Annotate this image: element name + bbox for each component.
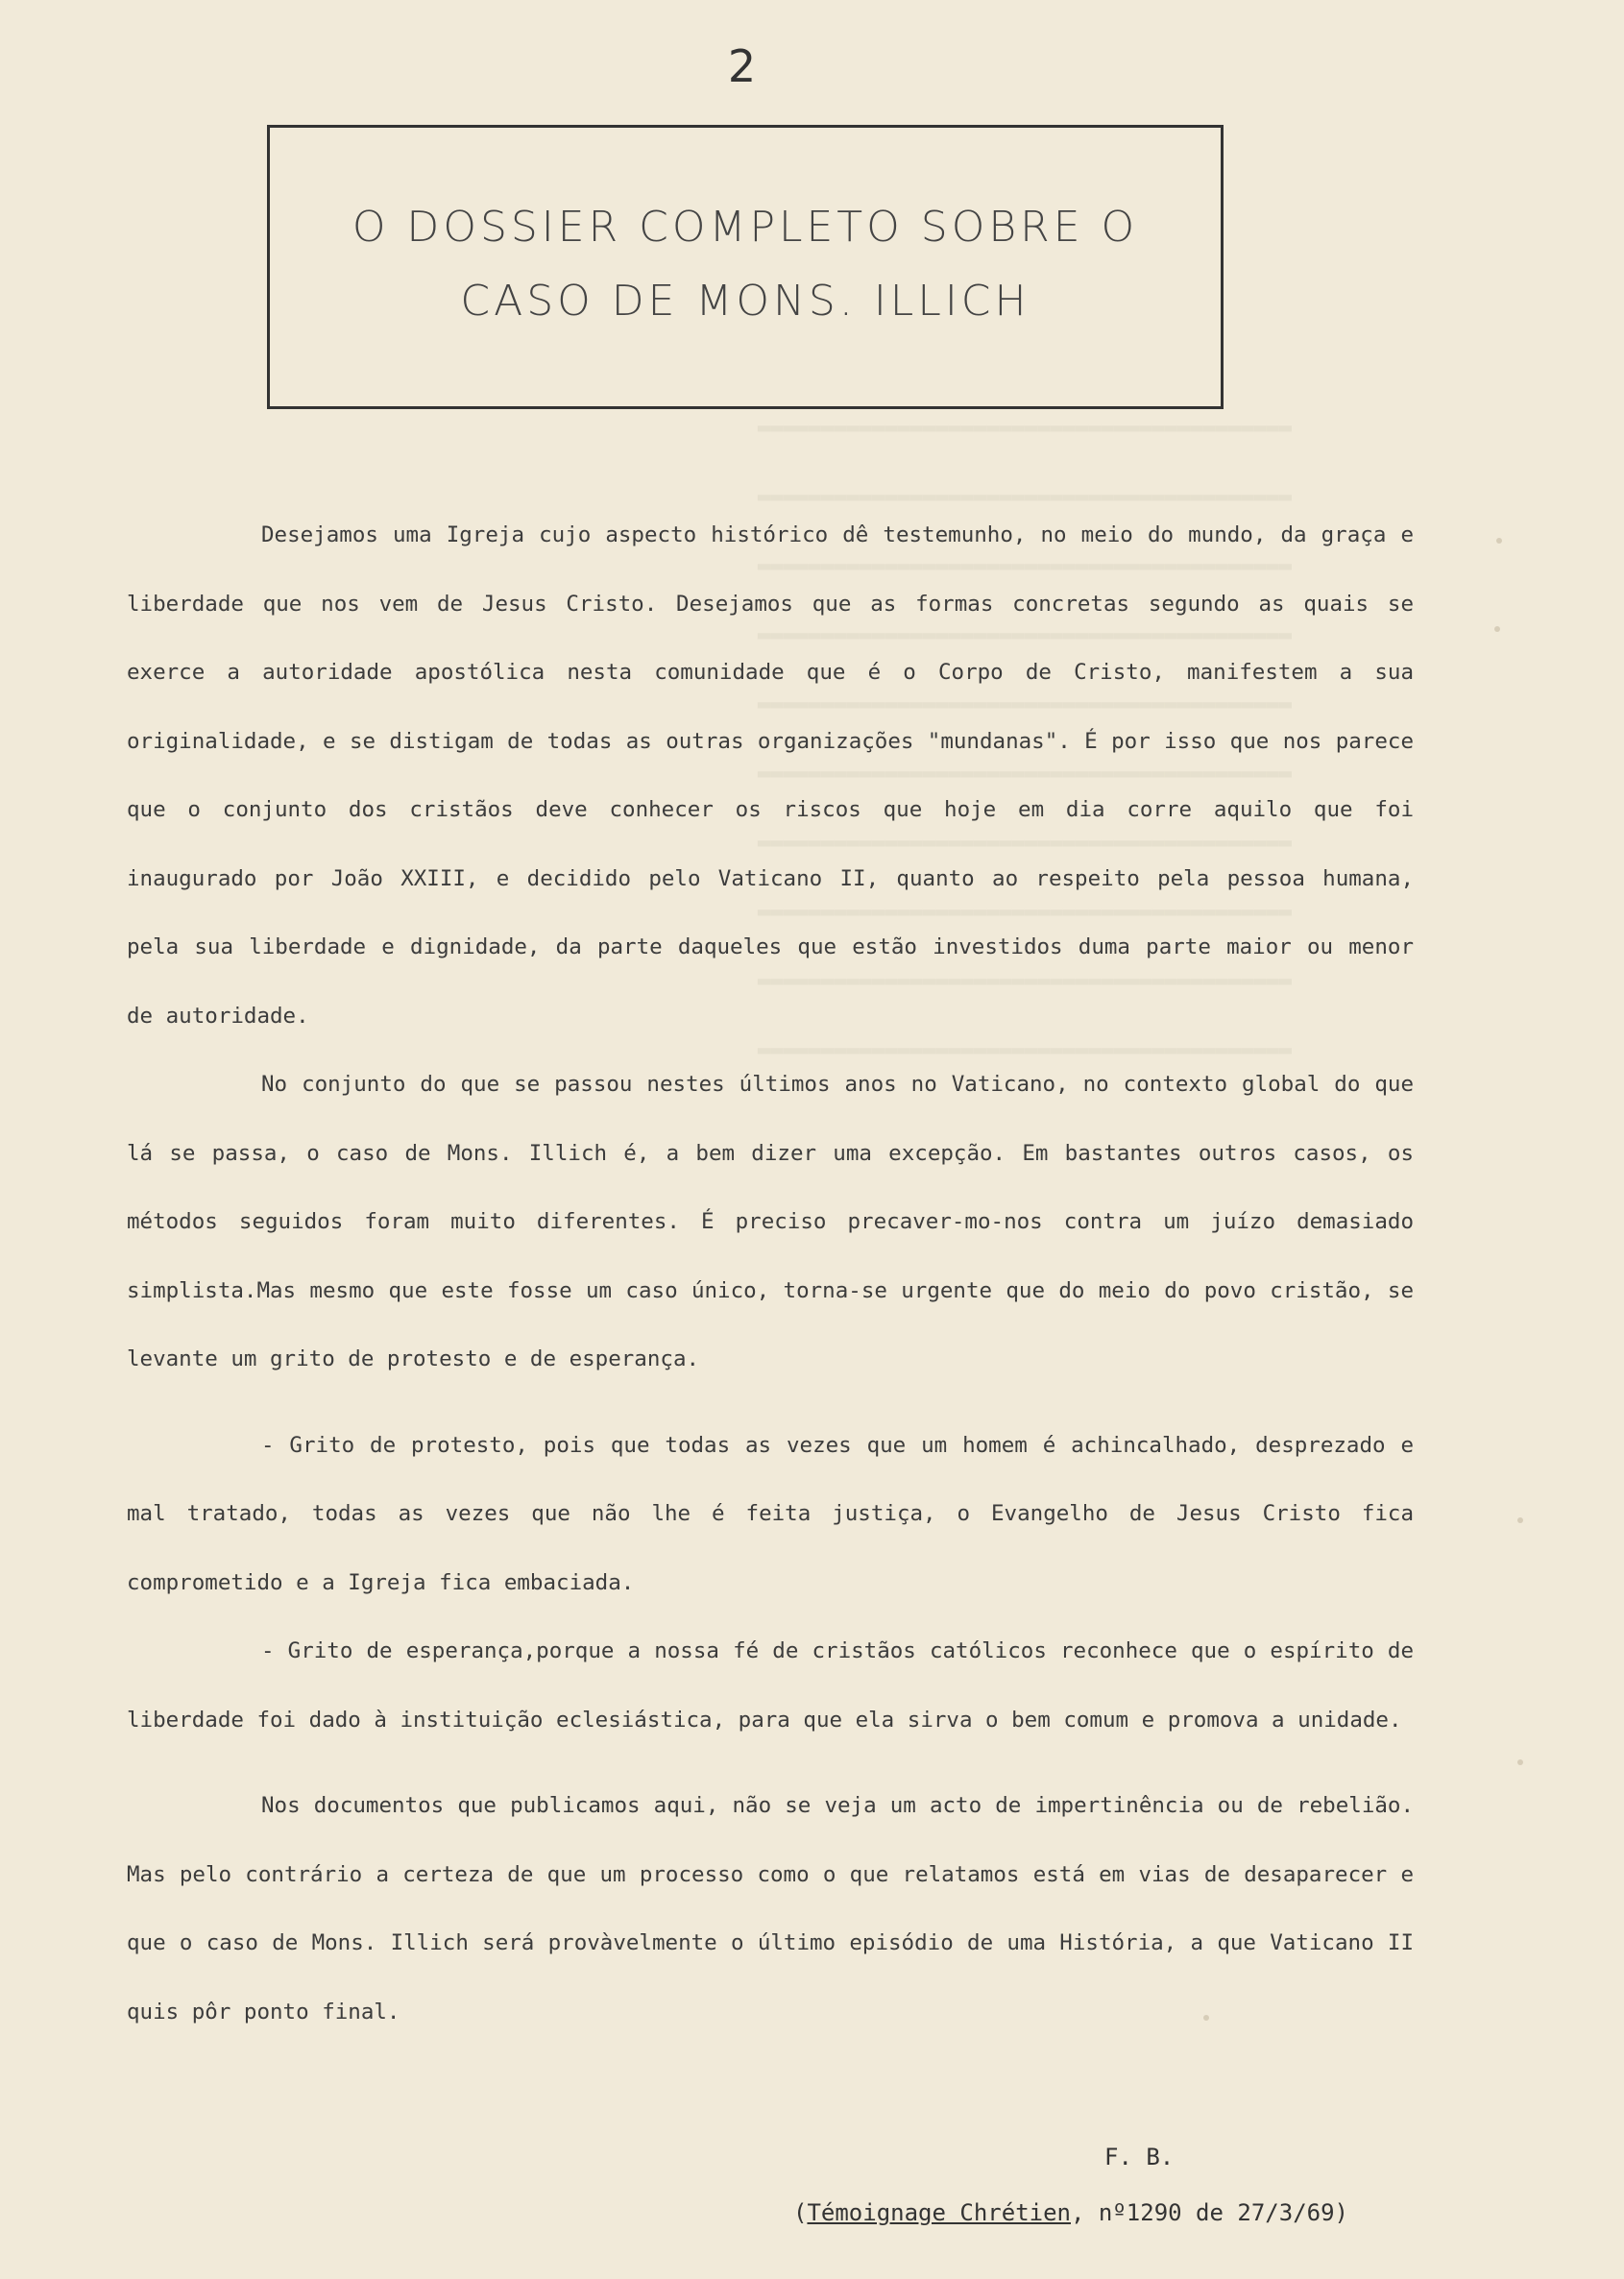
signature: F. B. xyxy=(1104,2144,1175,2170)
paper-speck xyxy=(1517,1517,1523,1523)
body-text xyxy=(127,501,1414,2047)
title-box xyxy=(267,125,1224,409)
source-open: ( xyxy=(793,2199,808,2226)
source-details: , nº1290 de 27/3/69) xyxy=(1071,2199,1348,2226)
paragraph-context: No conjunto do que se passou nestes últimos anos no Vaticano, no contexto global do que lá se passa, o caso de Mons. Illich é, a bem dizer uma excepção. Em bastantes outros casos, os métodos seguidos foram muito diferentes. É preciso precaver-mo-nos contra um juízo demasiado simplista.Mas mesmo que este fosse um caso único, torna-se urgente que do meio do povo cristão, se levante um grito de protesto e de esperança. xyxy=(127,1072,1414,1371)
title-line-2: CASO DE MONS. ILLICH xyxy=(460,277,1030,326)
paragraph-protest: - Grito de protesto, pois que todas as vezes que um homem é achincalhado, desprezado e mal tratado, todas as vezes que não lhe é feita justiça, o Evangelho de Jesus Cristo fica comprometido e a Igreja fica embaciada. xyxy=(127,1432,1414,1595)
paragraph-conclusion: Nos documentos que publicamos aqui, não se veja um acto de impertinência ou de rebelião. Mas pelo contrário a certeza de que um processo como o que relatamos está em vias de desaparecer e que o caso de Mons. Illich será provàvelmente o último episódio de uma História, a que Vaticano II quis pôr ponto final. xyxy=(127,1793,1414,2024)
paragraph-intro: Desejamos uma Igreja cujo aspecto histórico dê testemunho, no meio do mundo, da graça e liberdade que nos vem de Jesus Cristo. Desejamos que as formas concretas segundo as quais se exerce a autoridade apostólica nesta comunidade que é o Corpo de Cristo, manifestem a sua originalidade, e se distigam de todas as outras organizações "mundanas". É por isso que nos parece que o conjunto dos cristãos deve conhecer os riscos que hoje em dia corre aquilo que foi inaugurado por João XXIII, e decidido pelo Vaticano II, quanto ao respeito pela pessoa humana, pela sua liberdade e dignidade, da parte daqueles que estão investidos duma parte maior ou menor de autoridade. xyxy=(127,522,1414,1029)
show-through-texture: ▬▬▬▬▬▬▬▬▬▬▬▬▬▬▬▬▬▬▬▬▬▬▬▬▬▬▬▬▬▬▬▬▬▬▬▬▬▬▬▬▬▬ ▬▬▬▬▬▬▬▬▬▬▬▬▬▬▬▬▬▬▬▬▬▬▬▬▬▬▬▬▬▬▬▬▬▬▬▬▬▬▬▬▬▬ ▬▬▬▬▬▬▬▬▬▬▬▬▬▬▬▬▬▬▬▬▬▬▬▬▬▬▬▬▬▬▬▬▬▬▬▬▬▬▬▬▬▬ ▬▬▬▬▬▬▬▬▬▬▬▬▬▬▬▬▬▬▬▬▬▬▬▬▬▬▬▬▬▬▬▬▬▬▬▬▬▬▬▬▬▬ ▬▬▬▬▬▬▬▬▬▬▬▬▬▬▬▬▬▬▬▬▬▬▬▬▬▬▬▬▬▬▬▬▬▬▬▬▬▬▬▬▬▬ ▬▬▬▬▬▬▬▬▬▬▬▬▬▬▬▬▬▬▬▬▬▬▬▬▬▬▬▬▬▬▬▬▬▬▬▬▬▬▬▬▬▬ ▬▬▬▬▬▬▬▬▬▬▬▬▬▬▬▬▬▬▬▬▬▬▬▬▬▬▬▬▬▬▬▬▬▬▬▬▬▬▬▬▬▬ ▬▬▬▬▬▬▬▬▬▬▬▬▬▬▬▬▬▬▬▬▬▬▬▬▬▬▬▬▬▬▬▬▬▬▬▬▬▬▬▬▬▬ ▬▬▬▬▬▬▬▬▬▬▬▬▬▬▬▬▬▬▬▬▬▬▬▬▬▬▬▬▬▬▬▬▬▬▬▬▬▬▬▬▬▬ ▬▬▬▬▬▬▬▬▬▬▬▬▬▬▬▬▬▬▬▬▬▬▬▬▬▬▬▬▬▬▬▬▬▬▬▬▬▬▬▬▬▬ xyxy=(757,416,1292,1062)
source-citation xyxy=(793,2199,1348,2226)
page-number: 2 xyxy=(727,40,757,92)
paper-speck xyxy=(1496,538,1502,544)
source-journal: Témoignage Chrétien xyxy=(807,2199,1071,2226)
paragraph-hope: - Grito de esperança,porque a nossa fé de cristãos católicos reconhece que o espírito de liberdade foi dado à instituição eclesiástica, para que ela sirva o bem comum e promova a unidade. xyxy=(127,1638,1414,1733)
title-line-1: O DOSSIER COMPLETO SOBRE O xyxy=(351,203,1139,252)
paper-speck xyxy=(1494,626,1500,632)
paper-speck xyxy=(1517,1759,1523,1765)
